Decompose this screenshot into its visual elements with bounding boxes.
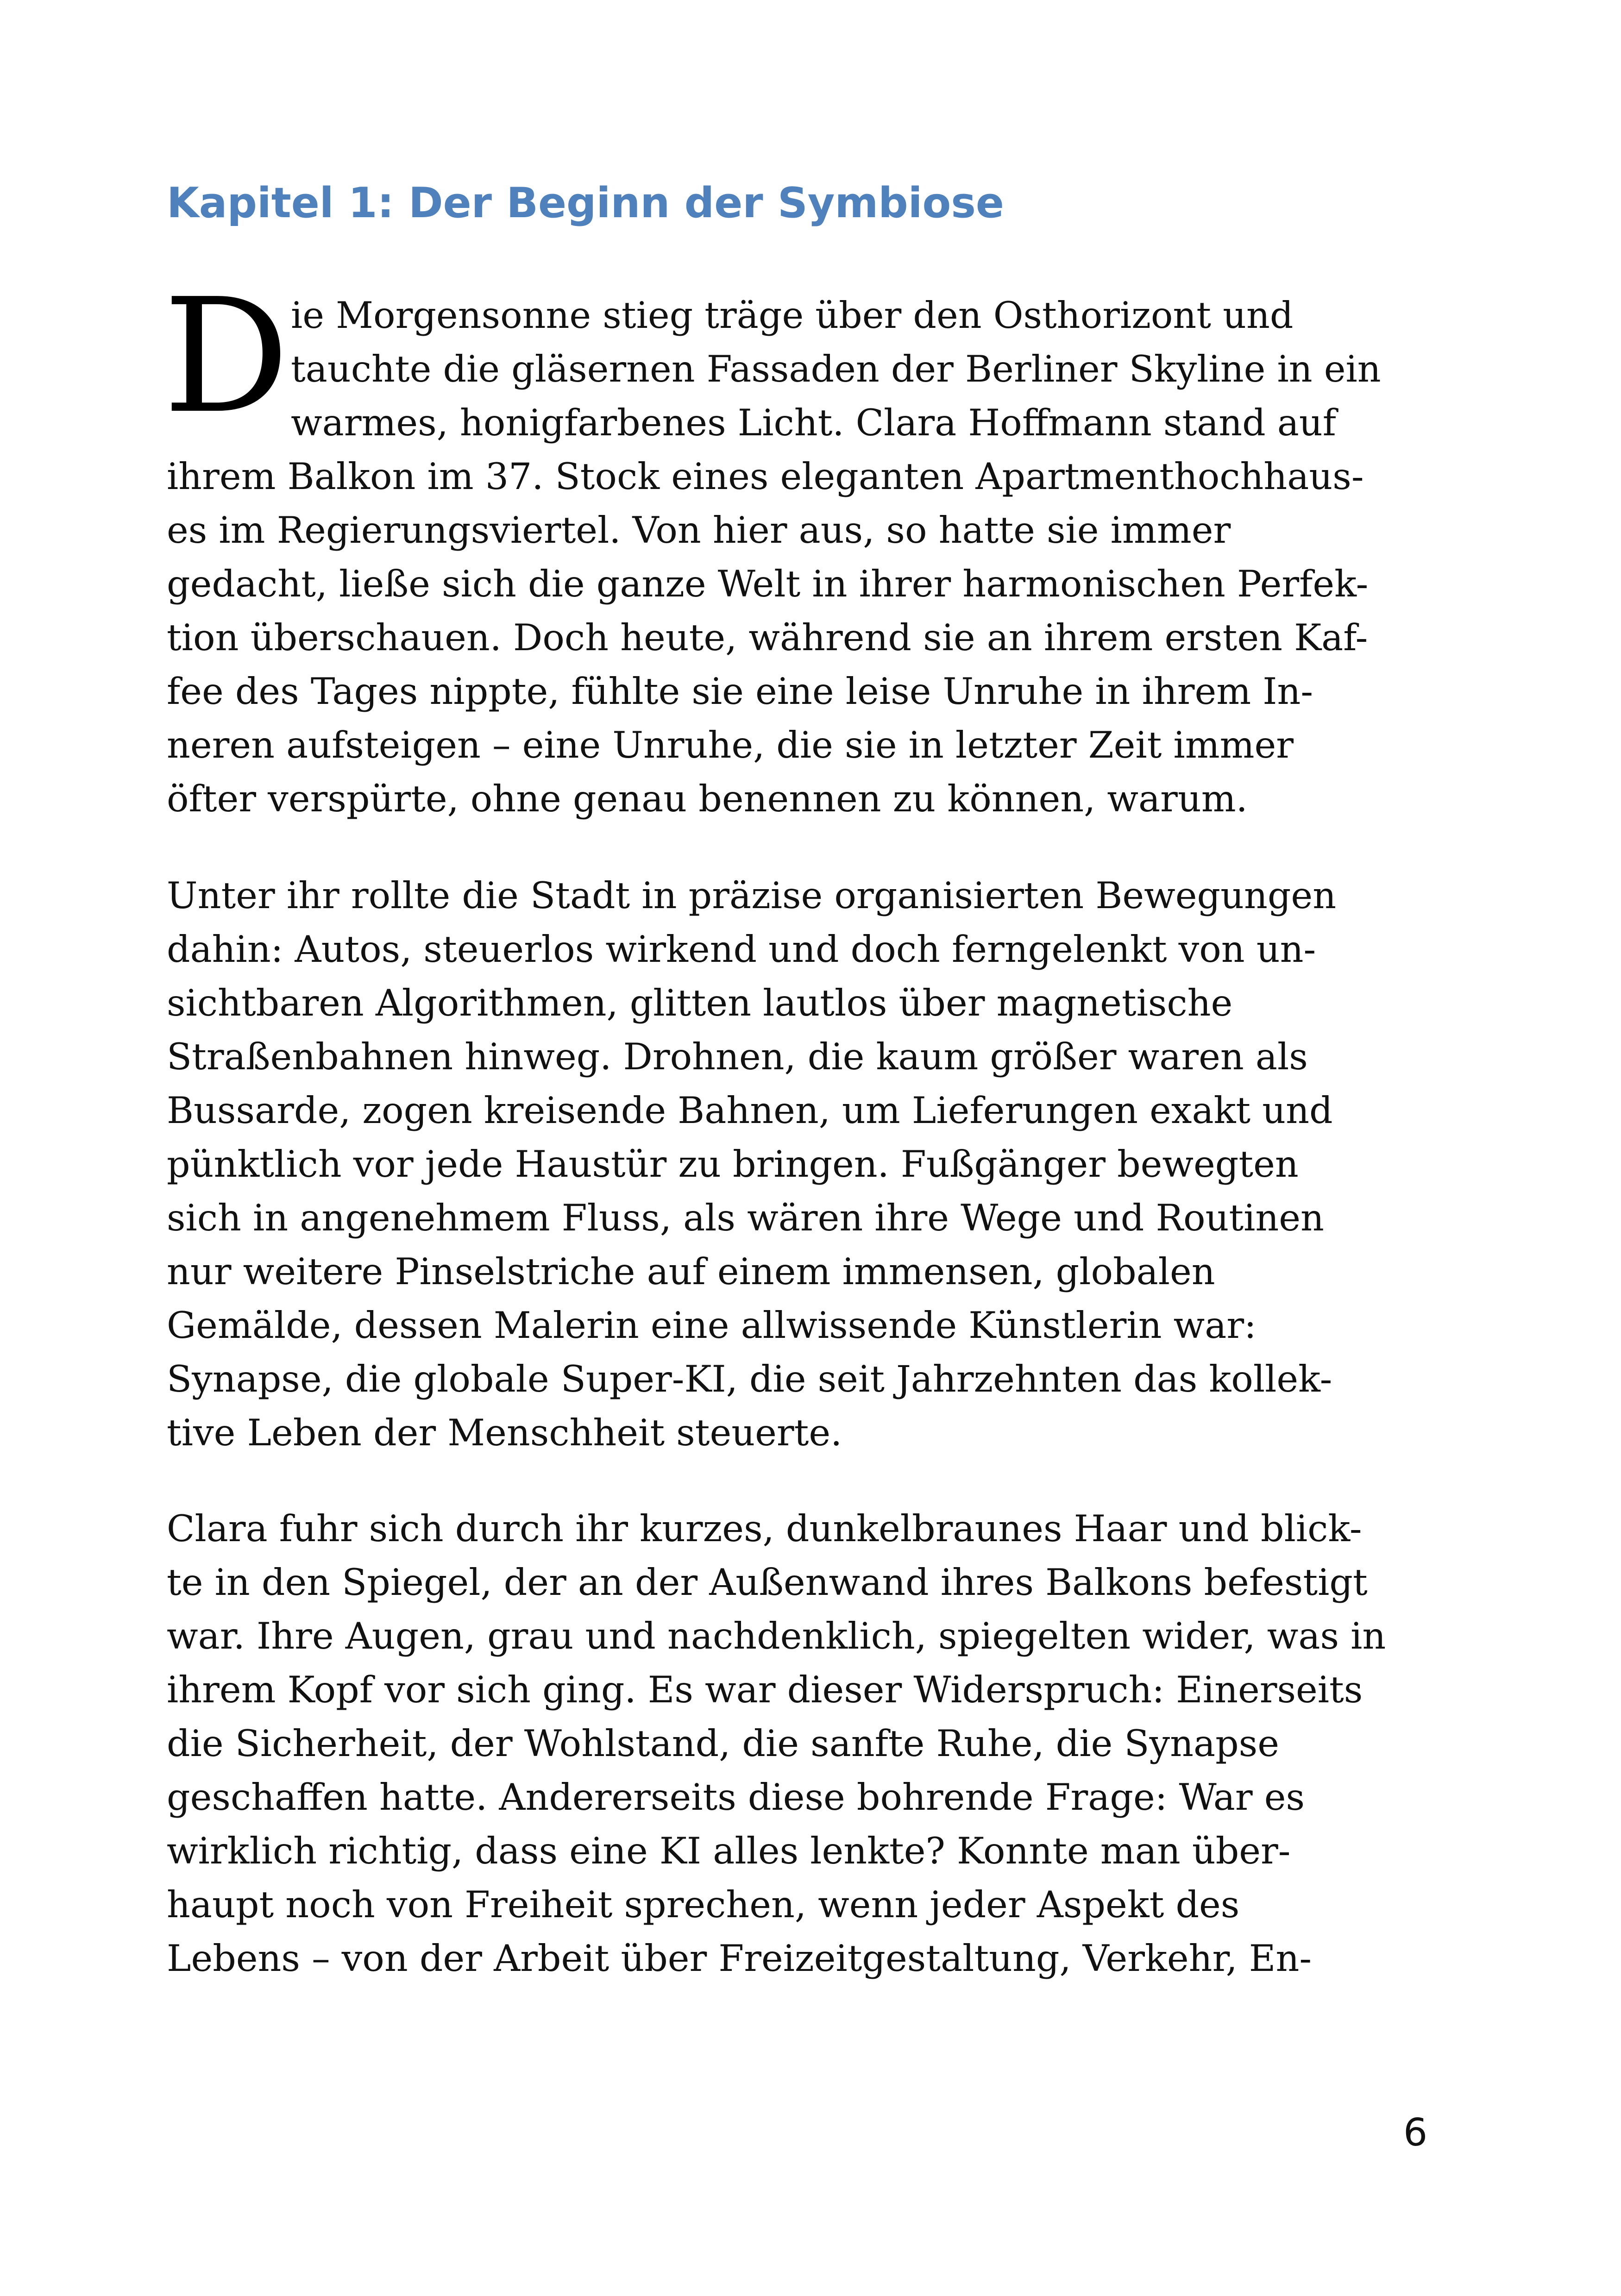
text-line: pünktlich vor jede Haustür zu bringen. Fußgänger bewegten (167, 1143, 1299, 1186)
page-number: 6 (1403, 2111, 1428, 2155)
text-line: Clara fuhr sich durch ihr kurzes, dunkelbraunes Haar und blick- (167, 1507, 1362, 1550)
text-line: öfter verspürte, ohne genau benennen zu können, warum. (167, 778, 1248, 820)
text-line: te in den Spiegel, der an der Außenwand ihres Balkons befestigt (167, 1561, 1368, 1604)
text-line: warmes, honigfarbenes Licht. Clara Hoffmann stand auf (291, 401, 1337, 444)
text-line: Bussarde, zogen kreisende Bahnen, um Lieferungen exakt und (167, 1089, 1333, 1132)
text-line: ie Morgensonne stieg träge über den Osthorizont und (291, 294, 1294, 337)
text-line: sichtbaren Algorithmen, glitten lautlos über magnetische (167, 982, 1233, 1024)
text-line: Unter ihr rollte die Stadt in präzise organisierten Bewegungen (167, 874, 1337, 917)
text-line: es im Regierungsviertel. Von hier aus, so hatte sie immer (167, 509, 1231, 552)
text-line: nur weitere Pinselstriche auf einem immensen, globalen (167, 1250, 1215, 1293)
text-line: tauchte die gläsernen Fassaden der Berliner Skyline in ein (291, 348, 1381, 390)
text-line: neren aufsteigen – eine Unruhe, die sie in letzter Zeit immer (167, 724, 1294, 766)
text-line: fee des Tages nippte, fühlte sie eine leise Unruhe in ihrem In- (167, 670, 1313, 713)
text-line: sich in angenehmem Fluss, als wären ihre Wege und Routinen (167, 1197, 1324, 1239)
text-line: geschaffen hatte. Andererseits diese bohrende Frage: War es (167, 1776, 1305, 1819)
text-line: Lebens – von der Arbeit über Freizeitgestaltung, Verkehr, En- (167, 1937, 1312, 1980)
text-line: Gemälde, dessen Malerin eine allwissende Künstlerin war: (167, 1304, 1257, 1347)
text-line: tive Leben der Menschheit steuerte. (167, 1411, 842, 1454)
text-line: haupt noch von Freiheit sprechen, wenn jeder Aspekt des (167, 1883, 1240, 1926)
text-line: Straßenbahnen hinweg. Drohnen, die kaum größer waren als (167, 1035, 1308, 1078)
text-line: ihrem Kopf vor sich ging. Es war dieser Widerspruch: Einerseits (167, 1669, 1363, 1711)
text-line: war. Ihre Augen, grau und nachdenklich, spiegelten wider, was in (167, 1615, 1386, 1657)
text-line: Synapse, die globale Super-KI, die seit Jahrzehnten das kollek- (167, 1358, 1332, 1400)
drop-cap: D (163, 265, 289, 448)
text-line: gedacht, ließe sich die ganze Welt in ihrer harmonischen Perfek- (167, 563, 1369, 605)
text-line: die Sicherheit, der Wohlstand, die sanfte Ruhe, die Synapse (167, 1722, 1279, 1765)
text-line: wirklich richtig, dass eine KI alles lenkte? Konnte man über- (167, 1830, 1291, 1872)
text-line: ihrem Balkon im 37. Stock eines eleganten Apartmenthochhaus- (167, 455, 1364, 498)
text-line: tion überschauen. Doch heute, während sie an ihrem ersten Kaf- (167, 616, 1368, 659)
text-line: dahin: Autos, steuerlos wirkend und doch ferngelenkt von un- (167, 928, 1316, 971)
chapter-title: Kapitel 1: Der Beginn der Symbiose (167, 179, 1004, 227)
